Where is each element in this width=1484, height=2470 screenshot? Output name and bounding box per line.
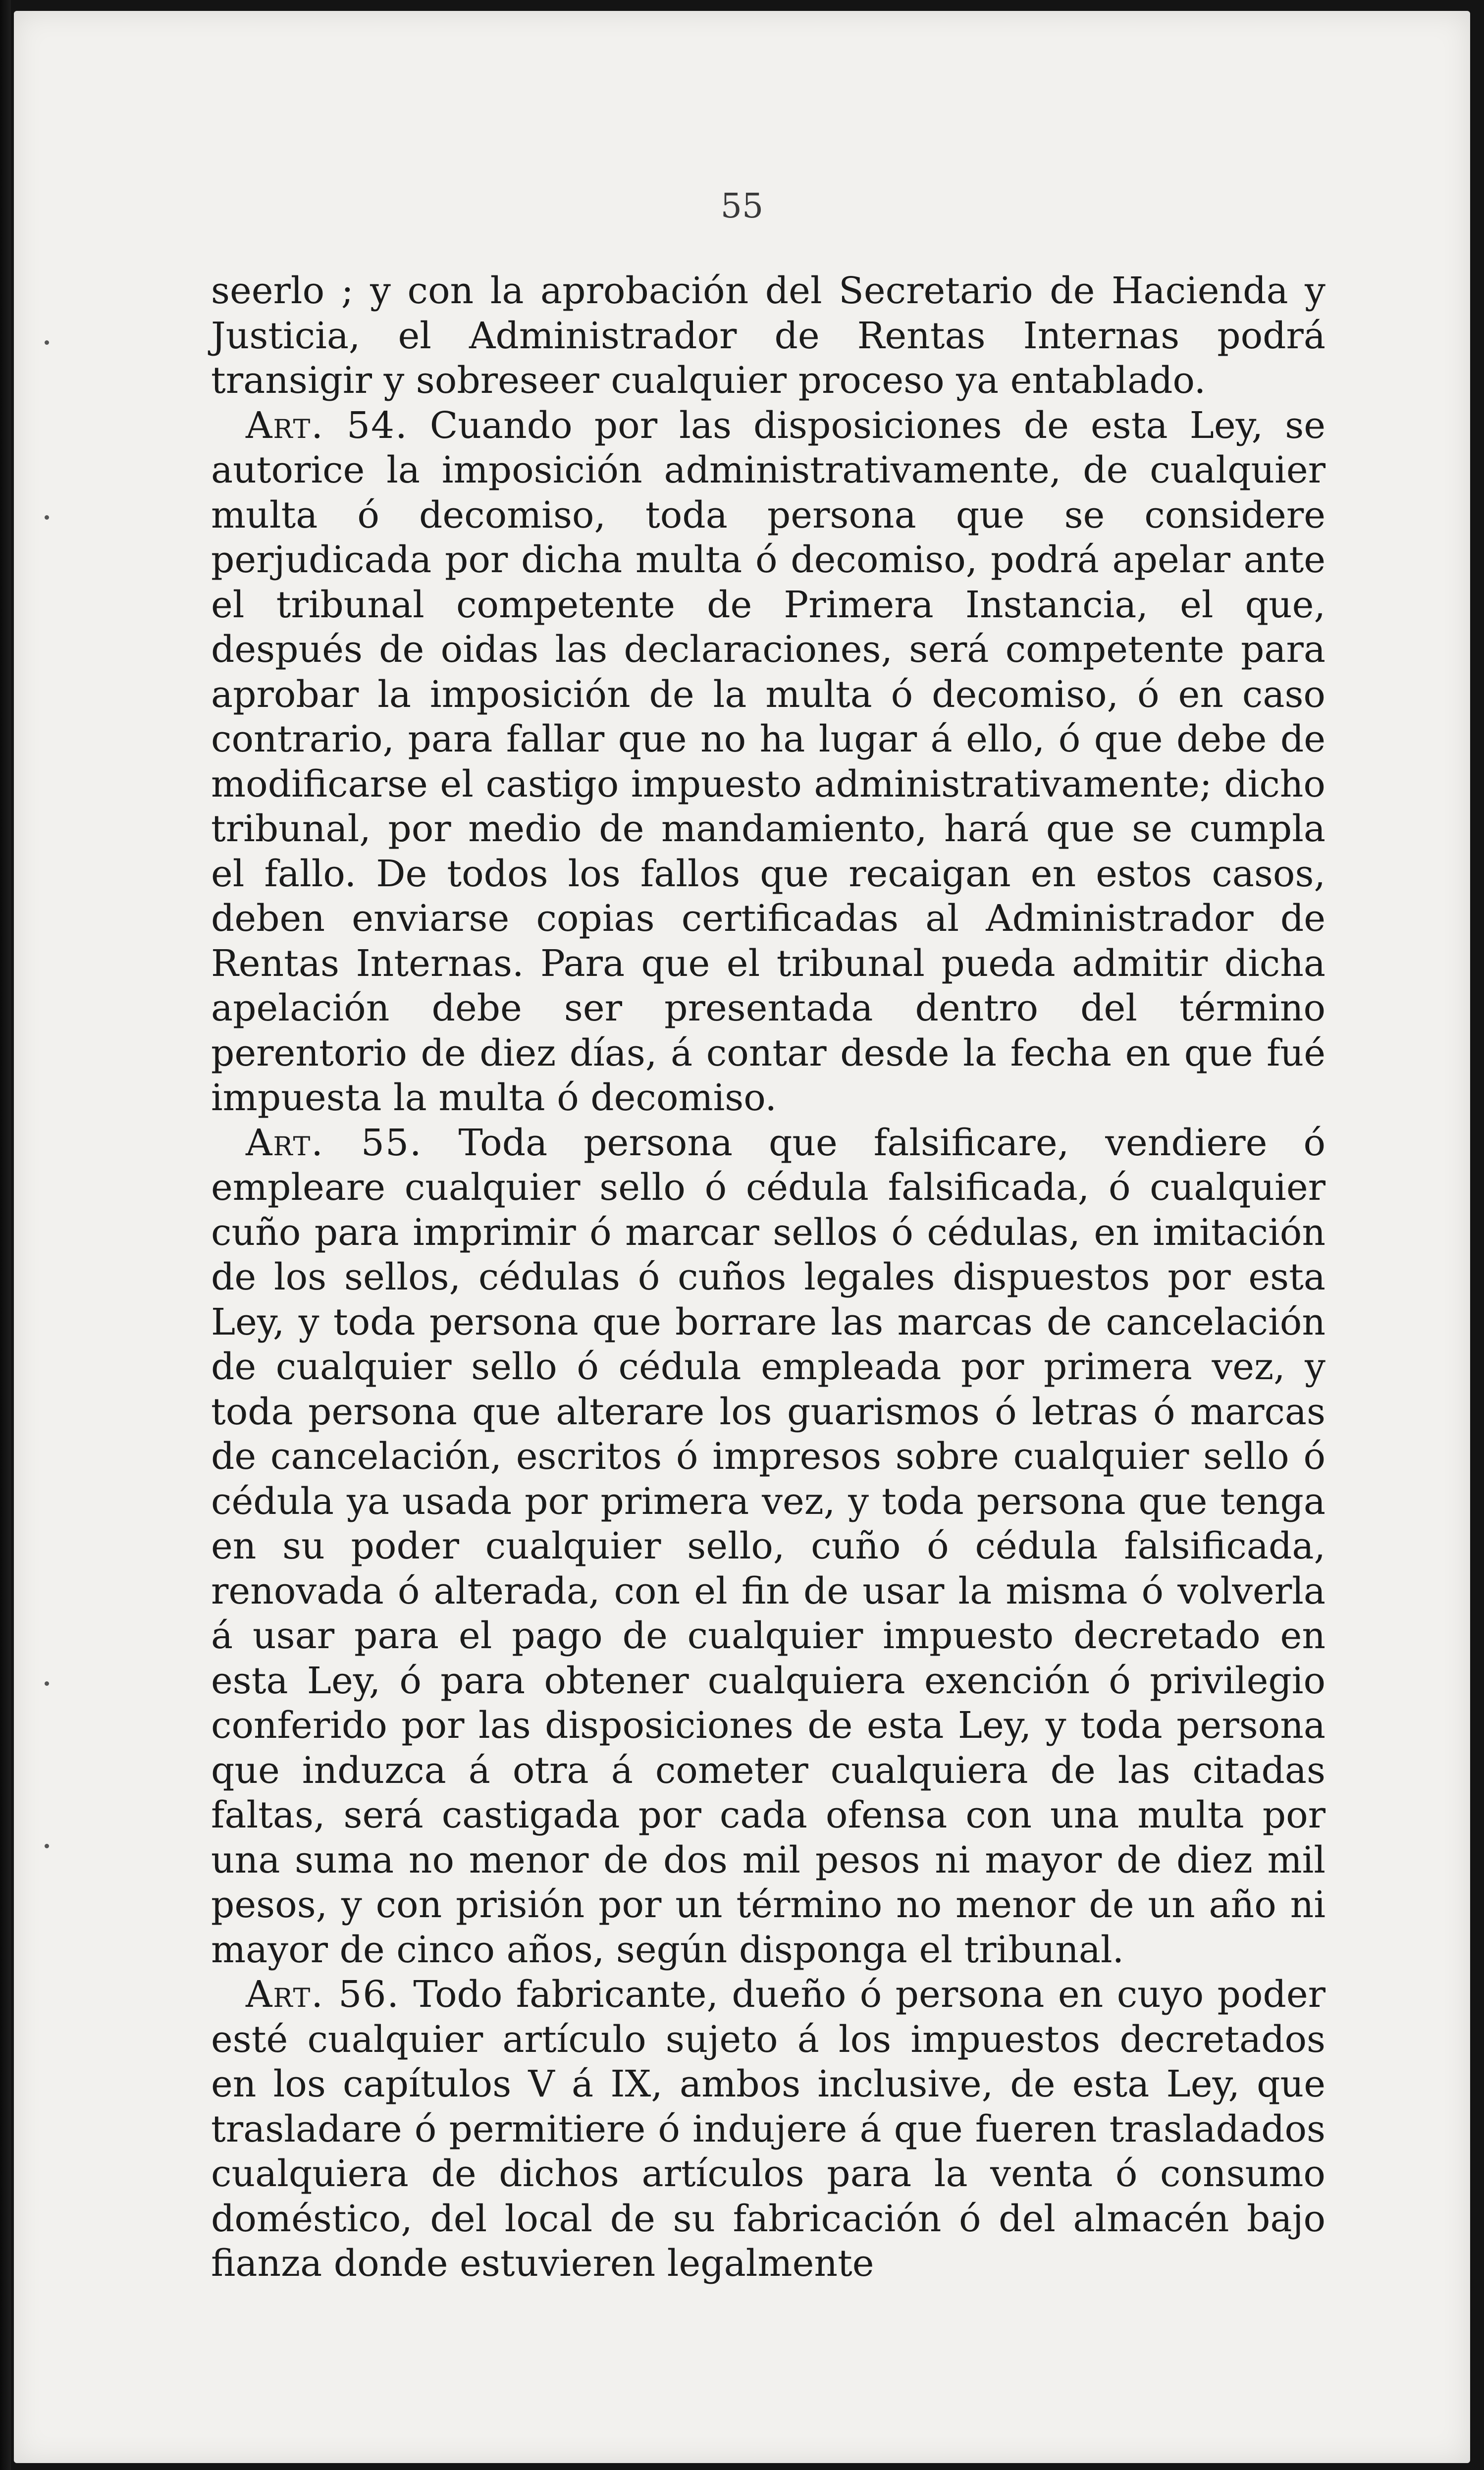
paragraph-text: seerlo ; y con la aprobación del Secretario de Hacienda y Justicia, el Administrador de Rentas Internas podrá transigir y sobreseer cualquier proceso ya entablado. [211, 269, 1325, 402]
margin-dot [45, 515, 49, 520]
body-text [211, 268, 1325, 2286]
book-page [14, 11, 1470, 2463]
article-label: Art. 54. [246, 404, 408, 447]
margin-dot [45, 1844, 49, 1848]
paragraph-continuation [211, 268, 1325, 403]
paragraph-text: Todo fabricante, dueño ó persona en cuyo poder esté cualquier artículo sujeto á los impuestos decretados en los capítulos V á IX, ambos inclusive, de esta Ley, que trasladare ó permitiere ó indujere á que fueren trasladados cualquiera de dichos artículos para la venta ó consumo doméstico, del local de su fabricación ó del almacén bajo fianza donde estuvieren legalmente [211, 1973, 1326, 2285]
paragraph-text: Cuando por las disposiciones de esta Ley, se autorice la imposición administrativamente, de cualquier multa ó decomiso, toda persona que se considere perjudicada por dicha multa ó decomiso, podrá apelar ante el tribunal competente de Primera Instancia, el que, después de oidas las declaraciones, será competente para aprobar la imposición de la multa ó decomiso, ó en caso contrario, para fallar que no ha lugar á ello, ó que debe de modificarse el castigo impuesto administrativamente; dicho tribunal, por medio de mandamiento, hará que se cumpla el fallo. De todos los fallos que recaigan en estos casos, deben enviarse copias certificadas al Administrador de Rentas Internas. Para que el tribunal pueda admitir dicha apelación debe ser presentada dentro del término perentorio de diez días, á contar desde la fecha en que fué impuesta la multa ó decomiso. [211, 404, 1326, 1119]
margin-dot [45, 340, 49, 345]
paragraph-art-56 [211, 1972, 1325, 2286]
paragraph-text: Toda persona que falsificare, vendiere ó empleare cualquier sello ó cédula falsificada, ó cualquier cuño para imprimir ó marcar sellos ó cédulas, en imitación de los sellos, cédulas ó cuños legales dispuestos por esta Ley, y toda persona que borrare las marcas de cancelación de cualquier sello ó cédula empleada por primera vez, y toda persona que alterare los guarismos ó letras ó marcas de cancelación, escritos ó impresos sobre cualquier sello ó cédula ya usada por primera vez, y toda persona que tenga en su poder cualquier sello, cuño ó cédula falsificada, renovada ó alterada, con el fin de usar la misma ó volverla á usar para el pago de cualquier impuesto decretado en esta Ley, ó para obtener cualquiera exención ó privilegio conferido por las disposiciones de esta Ley, y toda persona que induzca á otra á cometer cualquiera de las citadas faltas, será castigada por cada ofensa con una multa por una suma no menor de dos mil pesos ni mayor de diez mil pesos, y con prisión por un término no menor de un año ni mayor de cinco años, según disponga el tribunal. [211, 1121, 1325, 1971]
page-binding-edge [0, 0, 11, 2470]
paragraph-art-54 [211, 403, 1325, 1121]
paragraph-art-55 [211, 1121, 1325, 1973]
article-label: Art. 56. [246, 1973, 400, 2016]
article-label: Art. 55. [246, 1121, 423, 1164]
page-number: 55 [720, 187, 764, 226]
margin-dot [45, 1681, 49, 1686]
